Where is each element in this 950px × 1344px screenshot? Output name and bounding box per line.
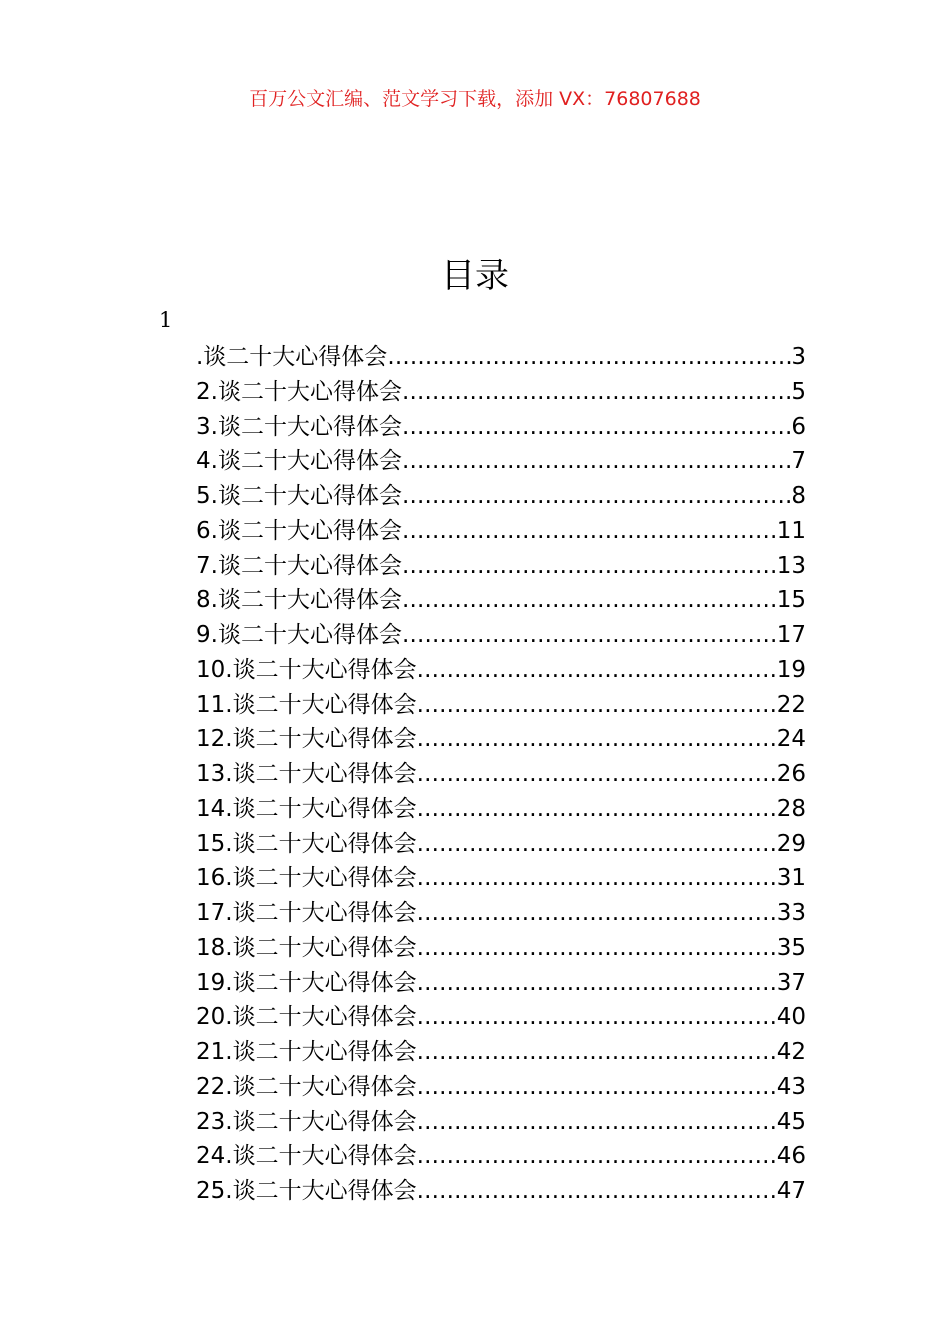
toc-entry[interactable] xyxy=(196,338,806,373)
toc-entry[interactable] xyxy=(196,373,806,408)
toc-entry-page-number: 8 xyxy=(791,483,806,509)
toc-entry-title: 2.谈二十大心得体会 xyxy=(196,378,402,405)
dot-leader xyxy=(402,483,791,509)
toc-entry-title: 19.谈二十大心得体会 xyxy=(196,969,417,996)
toc-entry-page-number: 26 xyxy=(776,761,806,787)
toc-entry[interactable] xyxy=(196,998,806,1033)
dot-leader xyxy=(417,1074,777,1100)
toc-entry[interactable] xyxy=(196,1137,806,1172)
toc-entry-page-number: 15 xyxy=(776,587,806,614)
toc-entry[interactable] xyxy=(196,755,806,790)
toc-entry[interactable] xyxy=(196,1068,806,1103)
toc-entry-page-number: 6 xyxy=(791,413,806,440)
toc-entry-title: 4.谈二十大心得体会 xyxy=(196,448,402,475)
toc-entry-page-number: 29 xyxy=(776,830,806,857)
dot-leader xyxy=(417,935,777,961)
dot-leader xyxy=(417,692,777,718)
dot-leader xyxy=(417,970,777,996)
toc-entry-title: 8.谈二十大心得体会 xyxy=(196,587,402,614)
toc-entry-title: 10.谈二十大心得体会 xyxy=(196,656,417,683)
toc-entry-title: 14.谈二十大心得体会 xyxy=(196,795,417,822)
toc-entry-page-number: 5 xyxy=(791,378,806,405)
toc-entry[interactable] xyxy=(196,616,806,651)
toc-entry[interactable] xyxy=(196,720,806,755)
toc-entry[interactable] xyxy=(196,512,806,547)
dot-leader xyxy=(402,414,791,440)
toc-entry-title: 7.谈二十大心得体会 xyxy=(196,552,402,579)
toc-entry-page-number: 31 xyxy=(776,865,806,892)
dot-leader xyxy=(417,1004,777,1030)
toc-entry-title: 20.谈二十大心得体会 xyxy=(196,1004,417,1031)
toc-entry[interactable] xyxy=(196,1033,806,1068)
toc-entry[interactable] xyxy=(196,1103,806,1138)
toc-entry-page-number: 22 xyxy=(776,691,806,718)
toc-entry-page-number: 37 xyxy=(776,969,806,996)
watermark-header: 百万公文汇编、范文学习下载，添加 VX：76807688 xyxy=(249,88,701,110)
dot-leader xyxy=(387,344,791,370)
toc-entry-page-number: 28 xyxy=(776,795,806,822)
toc-entry-page-number: 17 xyxy=(776,622,806,648)
dot-leader xyxy=(417,1039,777,1065)
toc-entry-title: 22.谈二十大心得体会 xyxy=(196,1073,417,1100)
table-of-contents xyxy=(196,338,806,1207)
dot-leader xyxy=(402,622,777,648)
toc-entry[interactable] xyxy=(196,825,806,860)
dot-leader xyxy=(417,865,777,891)
toc-entry-title: 3.谈二十大心得体会 xyxy=(196,413,402,440)
toc-entry[interactable] xyxy=(196,547,806,582)
toc-entry[interactable] xyxy=(196,859,806,894)
toc-entry-title: 17.谈二十大心得体会 xyxy=(196,900,417,926)
toc-entry[interactable] xyxy=(196,408,806,443)
dot-leader xyxy=(402,553,777,579)
dot-leader xyxy=(402,518,777,544)
toc-entry[interactable] xyxy=(196,581,806,616)
toc-entry-page-number: 47 xyxy=(776,1178,806,1204)
toc-entry[interactable] xyxy=(196,442,806,477)
dot-leader xyxy=(417,796,777,822)
toc-entry-page-number: 45 xyxy=(776,1108,806,1135)
dot-leader xyxy=(402,379,791,405)
toc-entry-title: 13.谈二十大心得体会 xyxy=(196,761,417,787)
page-title: 目录 xyxy=(441,256,509,296)
toc-entry-title: 12.谈二十大心得体会 xyxy=(196,726,417,753)
toc-entry-page-number: 33 xyxy=(776,900,806,926)
toc-entry[interactable] xyxy=(196,686,806,721)
toc-entry-title: 18.谈二十大心得体会 xyxy=(196,934,417,961)
dot-leader xyxy=(402,448,791,474)
toc-entry-page-number: 42 xyxy=(776,1039,806,1065)
toc-entry[interactable] xyxy=(196,964,806,999)
dot-leader xyxy=(402,587,777,613)
toc-entry[interactable] xyxy=(196,929,806,964)
toc-entry-page-number: 13 xyxy=(776,552,806,579)
toc-entry-page-number: 35 xyxy=(776,934,806,961)
dot-leader xyxy=(417,900,777,926)
dot-leader xyxy=(417,657,777,683)
dot-leader xyxy=(417,1178,777,1204)
toc-entry[interactable] xyxy=(196,790,806,825)
toc-entry-title: 23.谈二十大心得体会 xyxy=(196,1108,417,1135)
toc-entry-title: 25.谈二十大心得体会 xyxy=(196,1178,417,1204)
dot-leader xyxy=(417,761,777,787)
toc-entry-title: 11.谈二十大心得体会 xyxy=(196,691,417,718)
toc-entry-page-number: 11 xyxy=(776,517,806,544)
toc-entry-page-number: 40 xyxy=(776,1004,806,1031)
toc-entry-title: 5.谈二十大心得体会 xyxy=(196,483,402,509)
toc-entry[interactable] xyxy=(196,894,806,929)
toc-entry-page-number: 43 xyxy=(776,1073,806,1100)
toc-entry-title: 9.谈二十大心得体会 xyxy=(196,622,402,648)
toc-entry-page-number: 19 xyxy=(776,656,806,683)
toc-entry-title: 21.谈二十大心得体会 xyxy=(196,1039,417,1065)
toc-entry-page-number: 3 xyxy=(791,344,806,370)
stray-number: 1 xyxy=(159,308,173,332)
toc-entry-title: 15.谈二十大心得体会 xyxy=(196,830,417,857)
toc-entry-title: 24.谈二十大心得体会 xyxy=(196,1143,417,1170)
toc-entry[interactable] xyxy=(196,651,806,686)
dot-leader xyxy=(417,1143,777,1169)
toc-entry-page-number: 7 xyxy=(791,448,806,475)
toc-entry-title: 6.谈二十大心得体会 xyxy=(196,517,402,544)
toc-entry-title: .谈二十大心得体会 xyxy=(196,344,388,370)
toc-entry-title: 16.谈二十大心得体会 xyxy=(196,865,417,892)
toc-entry-page-number: 46 xyxy=(776,1143,806,1170)
toc-entry[interactable] xyxy=(196,477,806,512)
dot-leader xyxy=(417,831,777,857)
dot-leader xyxy=(417,726,777,752)
dot-leader xyxy=(417,1109,777,1135)
toc-entry-page-number: 24 xyxy=(776,726,806,753)
toc-entry[interactable] xyxy=(196,1172,806,1207)
